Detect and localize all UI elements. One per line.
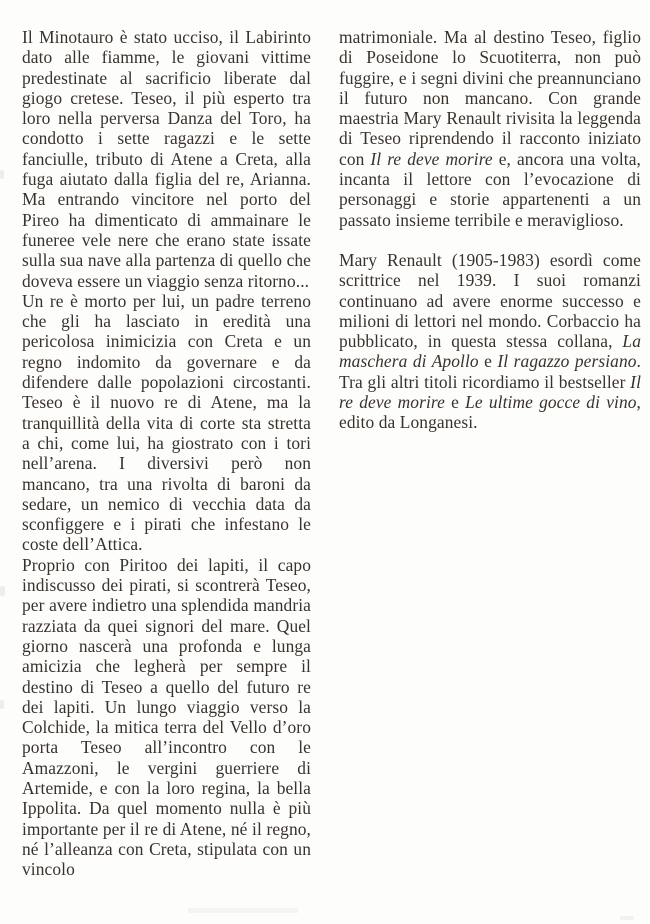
paragraph: [339, 250, 641, 433]
book-title-italic: Il ragazzo persiano: [497, 351, 637, 372]
paragraph: [22, 555, 311, 880]
text-segment: , edito da Longanesi.: [339, 392, 641, 433]
book-title-italic: Il re deve morire: [370, 148, 493, 169]
text-segment: Mary Renault (1905-1983) esordì come scrittrice nel 1939. I suoi romanzi continuano ad avere enorme successo e milioni di lettori nel mondo. Corbaccio ha pubblicato, in questa stessa collana,: [339, 249, 641, 352]
book-title-italic: Il re deve morire: [339, 371, 641, 413]
scan-artifact: [0, 700, 4, 709]
scan-artifact: [188, 908, 298, 913]
left-text-column: [22, 27, 311, 879]
text-segment: Proprio con Piritoo dei lapiti, il capo indiscusso dei pirati, si scontrerà Teseo, per avere indietro una splendida mandria razziata da quei signori del mare. Quel giorno nascerà una profonda e lunga amicizia che legherà per sempre il destino di Teseo a quello del futuro re dei lapiti. Un lungo viaggio verso la Colchide, la mitica terra del Vello d’oro porta Teseo all’incontro con le Amazzoni, le vergini guerriere di Artemide, e con la loro regina, la bella Ippolita. Da quel momento nulla è più importante per il re di Atene, né il regno, né l’alleanza con Creta, stipulata con un vincolo: [22, 554, 311, 880]
text-segment: Un re è morto per lui, un padre terreno che gli ha lasciato in eredità una pericolosa inimicizia con Creta e un regno indomito da governare e da difendere dalle popolazioni circostanti. Teseo è il nuovo re di Atene, ma la tranquillità della vita di corte sta stretta a chi, come lui, ha giostrato con i tori nell’arena. I diversivi però non mancano, tra una rivolta di baroni da sedare, un nemico di vecchia data da sconfiggere e i pirati che infestano le coste dell’Attica.: [22, 290, 311, 555]
text-segment: e, ancora una volta, incanta il lettore con l’evocazione di personaggi e storie appartenenti a un passato insieme terribile e meraviglioso.: [339, 148, 641, 230]
text-segment: e: [478, 351, 498, 372]
text-segment: e: [444, 392, 466, 413]
scan-artifact: [0, 586, 5, 596]
paragraph: [22, 291, 311, 555]
paragraph: [22, 27, 311, 291]
book-title-italic: La maschera di Apollo: [339, 331, 641, 372]
scan-artifact: [620, 916, 634, 920]
scan-artifact: [0, 170, 4, 179]
book-title-italic: Le ultime gocce di vino: [465, 392, 637, 413]
text-segment: . Tra gli altri titoli ricordiamo il bestseller: [339, 351, 641, 392]
paragraph: [339, 27, 641, 230]
right-text-column: [339, 27, 641, 433]
text-segment: matrimoniale. Ma al destino Teseo, figlio di Poseidone lo Scuotiterra, non può fuggire, e i segni divini che preannunciano il futuro non mancano. Con grande maestria Mary Renault rivisita la leggenda di Teseo riprendendo il racconto iniziato con: [339, 27, 641, 169]
text-segment: Il Minotauro è stato ucciso, il Labirinto dato alle fiamme, le giovani vittime predestinate al sacrificio liberate dal giogo cretese. Teseo, il più esperto tra loro nella perversa Danza del Toro, ha condotto i sette ragazzi e le sette fanciulle, tributo di Atene a Creta, alla fuga aiutato dalla figlia del re, Arianna. Ma entrando vincitore nel porto del Pireo ha dimenticato di ammainare le funeree vele nere che erano state issate sulla sua nave alla partenza di quello che doveva essere un viaggio senza ritorno...: [22, 27, 311, 291]
